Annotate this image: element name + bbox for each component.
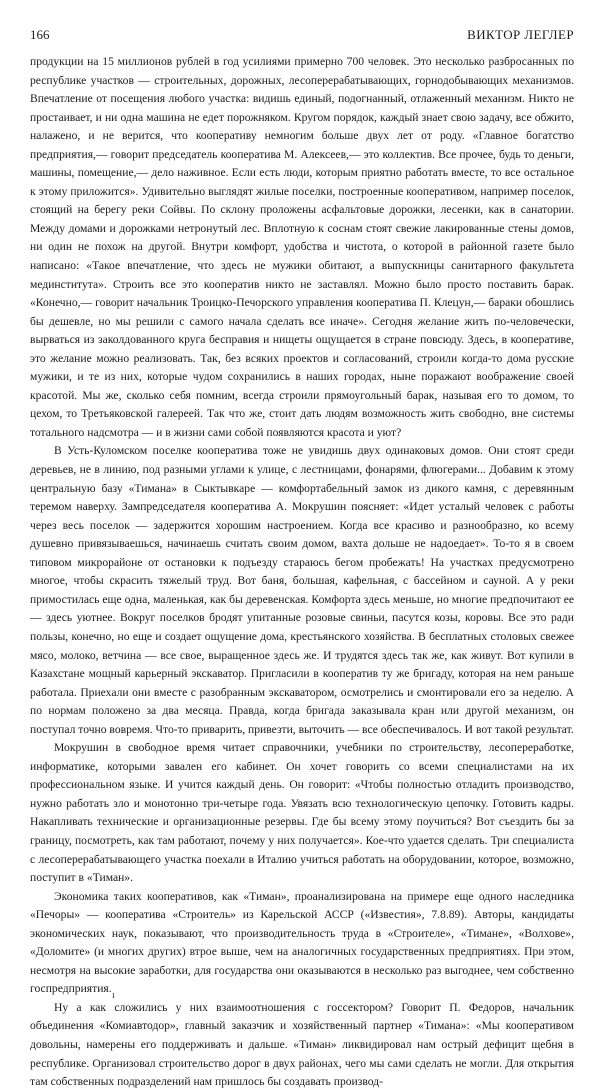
body-text	[30, 53, 574, 1092]
footer-mark: ı	[112, 990, 115, 1001]
paragraph: Экономика таких кооперативов, как «Тиман», проанализирована на примере еще одного наследника «Печоры» — кооператива «Строитель» из Карельской АССР («Известия», 7.8.89). Авторы, кандидаты экономических наук, показывают, что производительность труда в «Строителе», «Тимане», «Волхове», «Доломите» (и многих других) втрое выше, чем на аналогичных государственных предприятиях. При этом, несмотря на высокие заработки, для государства они оказываются в несколько раз выгоднее, чем собственно госпредприятия.	[30, 889, 574, 996]
running-title: ВИКТОР ЛЕГЛЕР	[467, 27, 574, 42]
paragraph-continued: продукции на 15 миллионов рублей в год усилиями примерно 700 человек. Это несколько разбросанных по республике участков — строительных, дорожных, лесоперерабатывающих, горнодобывающих механизмов. Впечатление от посещения любого участка: видишь единый, подогнанный, отлаженный механизм. Никто не простаивает, и ни одна машина не едет порожняком. Кругом порядок, каждый знает свою задачу, все обжито, налажено, и не верится, что кооперативу немногим больше двух лет от роду. «Главное богатство предприятия,— говорит председатель кооператива М. Алексеев,— это коллектив. Все прочее, будь то деньги, машины, помещение,— дело наживное. Если есть люди, которым приятно работать вместе, то все остальное к этому приложится». Удивительно выглядят жилые поселки, построенные кооперативом, например поселок, стоящий на берегу реки Сойвы. По склону проложены асфальтовые дорожки, лесенки, как в санатории. Между домами и дорожками нетронутый лес. Вплотную к соснам стоят свежие лакированные стены домов, ни один не похож на другой. Внутри комфорт, удобства и чистота, о которой в районной газете было написано: «Такое впечатление, что здесь не мужики обитают, а выпускницы санитарного факультета мединститута». Строить все это кооператив никто не заставлял. Можно было просто поставить барак. «Конечно,— говорит начальник Троицко-Печорского управления кооператива П. Клецун,— бараки обошлись бы дешевле, но мы решили с самого начала сделать все иначе». Сегодня желание жить по-человечески, вырваться из заколдованного круга бесправия и нищеты ощущается в стране повсюду. Здесь, в кооперативе, это желание можно реализовать. Так, без всяких проектов и согласований, строили когда-то дома русские мужики, и те из них, которые чудом сохранились в наших городах, ныне поражают воображение своей красотой. Мы же, сколько себя помним, всегда строили прямоугольный барак, называя его то домом, то цехом, то Третьяковской галереей. Так что же, стоит дать людям возможность жить свободно, вне системы тотального надсмотра — и в жизни сами собой появляются красота и уют?	[30, 55, 574, 439]
page-header	[30, 26, 574, 44]
page-number: 166	[30, 27, 50, 42]
paragraph: Мокрушин в свободное время читает справочники, учебники по строительству, лесопереработке, информатике, которыми завален его кабинет. Он хочет говорить со всеми специалистами на их профессиональном языке. И учится каждый день. Он говорит: «Чтобы полностью отладить производство, нужно работать зло и монотонно три-четыре года. Увязать всю технологическую цепочку. Готовить кадры. Накапливать технические и организационные резервы. Где бы всему этому поучиться? Вот съездить бы за границу, посмотреть, как там работают, почему у них получается». Кое-что удается сделать. Три специалиста с лесоперерабатывающего участка поехали в Италию учиться работать на оборудовании, которое, возможно, поступит в «Тиман».	[30, 741, 574, 885]
paragraph: В Усть-Куломском поселке кооператива тоже не увидишь двух одинаковых домов. Они стоят среди деревьев, не в линию, под разными углами к улице, с лестницами, фонарями, флюгерами... Добавим к этому центральную базу «Тимана» в Сыктывкаре — комфортабельный замок из дикого камня, с деревянным теремом наверху. Зампредседателя кооператива А. Мокрушин поясняет: «Идет усталый человек с работы через весь поселок — задержится хорошим настроением. Когда все красиво и разнообразно, ко всему душевно привязываешься, начинаешь считать своим домом, вахта дольше не надоедает». То-то я в своем типовом микрорайоне от остановки к подъезду стараюсь бегом пробежать! На участках предусмотрено многое, чтобы скрасить тяжелый труд. Вот баня, большая, кафельная, с бассейном и сауной. А у реки примостилась еще одна, маленькая, как бы деревенская. Комфорта здесь меньше, но многие предпочитают ее — здесь уютнее. Вокруг поселков бродят упитанные розовые свиньи, пасутся козы, коровы. Все это ради пользы, конечно, но еще и создает ощущение дома, крестьянского хозяйства. В бесплатных столовых свежее мясо, молоко, ветчина — все свое, выращенное здесь же. И трудятся здесь так же, как живут. Вот купили в Казахстане мощный карьерный экскаватор. Пригласили в кооператив ту же бригаду, которая на нем раньше работала. Приехали они вместе с разобранным экскаватором, осмотрелись и смонтировали его за неделю. А по нормам положено за два месяца. Правда, когда бригада заказывала кран или другой механизм, он поступал точно вовремя. Что-то приварить, привезти, выточить — все обеспечивалось. И вот такой результат.	[30, 444, 574, 736]
paragraph: Ну а как сложились у них взаимоотношения с госсектором? Говорит П. Федоров, начальник объединения «Комиавтодор», главный заказчик и хозяйственный партнер «Тимана»: «Мы кооперативом довольны, намерены его поддерживать и дальше. «Тиман» ликвидировал нам острый дефицит щебня в республике. Организовал строительство дорог в двух районах, чего мы сами сделать не могли. Для открытия там собственных подразделений нам пришлось бы создавать производ-	[30, 1000, 574, 1089]
